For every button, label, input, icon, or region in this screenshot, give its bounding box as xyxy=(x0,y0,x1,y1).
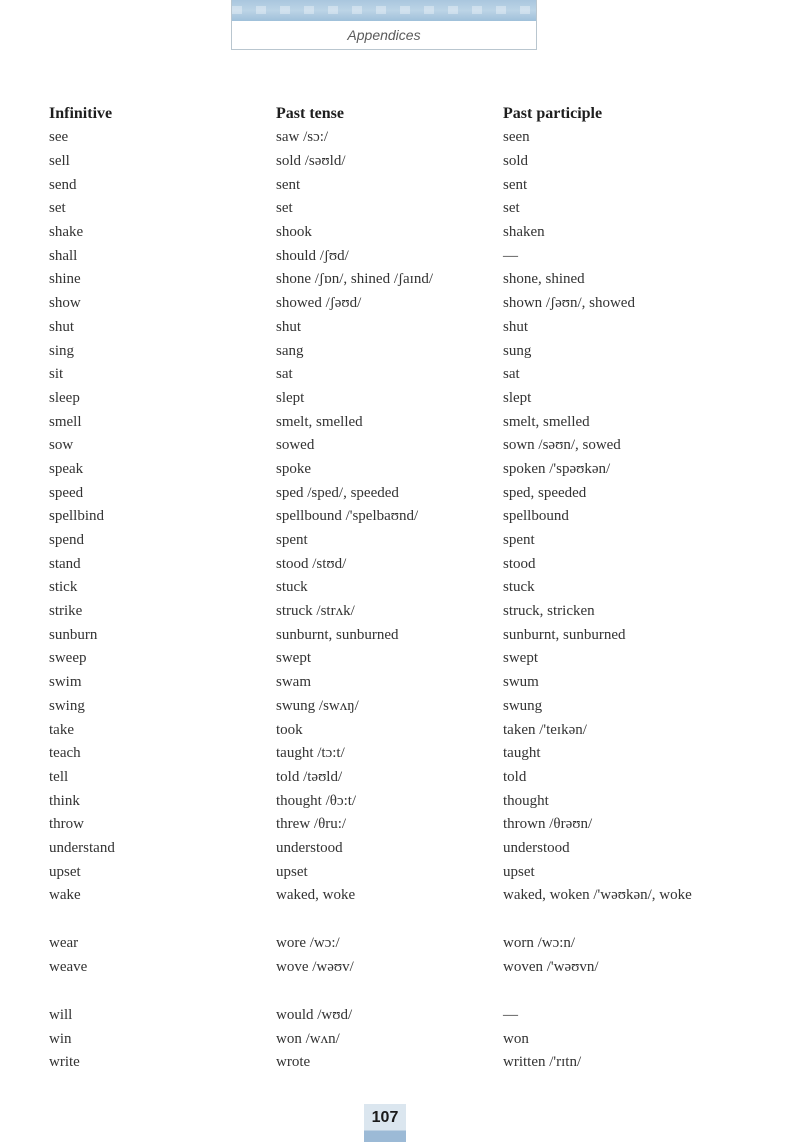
cell-past-participle: smelt, smelled xyxy=(503,413,590,430)
cell-infinitive: see xyxy=(49,129,69,146)
cell-past-participle: worn /wɔ:n/ xyxy=(503,935,576,952)
cell-past-participle: swum xyxy=(503,674,539,691)
cell-past-tense: stuck xyxy=(276,579,308,596)
cell-past-participle: sown /səʊn/, sowed xyxy=(503,437,621,454)
cell-past-tense: smelt, smelled xyxy=(276,413,363,430)
cell-infinitive: win xyxy=(49,1030,72,1047)
cell-past-participle: shown /ʃəʊn/, showed xyxy=(503,295,635,312)
cell-past-tense: sat xyxy=(276,366,293,383)
table-row xyxy=(49,837,749,861)
cell-past-tense: waked, woke xyxy=(276,887,356,903)
cell-past-tense: wrote xyxy=(276,1054,311,1071)
cell-infinitive: take xyxy=(49,721,74,738)
table-row xyxy=(49,434,749,458)
cell-past-tense: understood xyxy=(276,839,343,856)
cell-infinitive: smell xyxy=(49,413,82,430)
table-row xyxy=(49,244,749,268)
cell-infinitive: shall xyxy=(49,247,78,264)
cell-past-participle: sent xyxy=(503,176,528,193)
table-row xyxy=(49,766,749,790)
page-number: 107 xyxy=(364,1104,406,1142)
table-row xyxy=(49,576,749,600)
cell-infinitive: wake xyxy=(49,887,81,903)
cell-infinitive: shut xyxy=(49,318,75,335)
table-row xyxy=(49,552,749,576)
cell-infinitive: sunburn xyxy=(49,626,98,643)
cell-past-tense: spellbound /'spelbaʊnd/ xyxy=(276,508,419,525)
table-header-row xyxy=(49,101,749,126)
cell-past-participle: told xyxy=(503,768,527,785)
cell-past-participle: seen xyxy=(503,129,530,146)
cell-past-tense: took xyxy=(276,721,303,738)
cell-infinitive: speed xyxy=(49,484,84,501)
cell-past-tense: threw /θru:/ xyxy=(276,816,347,833)
cell-past-tense: sent xyxy=(276,176,301,193)
cell-infinitive: sleep xyxy=(49,389,80,406)
column-header-infinitive: Infinitive xyxy=(49,104,113,122)
cell-past-tense: shone /ʃɒn/, shined /ʃaɪnd/ xyxy=(276,271,433,288)
cell-infinitive: throw xyxy=(49,816,84,833)
cell-past-participle: woven /'wəʊvn/ xyxy=(503,958,599,975)
cell-infinitive: think xyxy=(49,792,80,809)
cell-past-tense: spent xyxy=(276,532,308,549)
cell-past-participle: — xyxy=(503,247,518,264)
cell-infinitive: sweep xyxy=(49,650,87,667)
column-header-past-participle: Past participle xyxy=(503,104,603,122)
table-row xyxy=(49,647,749,671)
cell-past-tense: spoke xyxy=(276,460,311,477)
table-row xyxy=(49,387,749,411)
cell-past-tense: slept xyxy=(276,389,305,406)
table-row xyxy=(49,956,749,1004)
cell-past-tense: swung /swʌŋ/ xyxy=(276,697,359,714)
cell-infinitive: strike xyxy=(49,603,83,620)
cell-past-participle: set xyxy=(503,200,520,217)
cell-past-tense: should /ʃʊd/ xyxy=(276,247,349,264)
table-row xyxy=(49,884,749,932)
cell-past-tense: saw /sɔ:/ xyxy=(276,129,329,146)
cell-past-tense: sunburnt, sunburned xyxy=(276,626,399,643)
table-row xyxy=(49,789,749,813)
cell-past-participle: shut xyxy=(503,318,529,335)
cell-past-tense: sold /səʊld/ xyxy=(276,153,346,170)
table-row xyxy=(49,932,749,956)
cell-past-tense: would /wʊd/ xyxy=(276,1007,353,1024)
cell-past-participle: sunburnt, sunburned xyxy=(503,626,626,643)
section-title: Appendices xyxy=(347,27,421,43)
irregular-verbs-table xyxy=(49,101,749,1075)
section-header-tab xyxy=(231,0,537,50)
cell-past-tense: won /wʌn/ xyxy=(276,1030,340,1047)
cell-infinitive: set xyxy=(49,200,66,217)
cell-infinitive: will xyxy=(49,1007,73,1024)
cell-past-participle: spoken /'spəʊkən/ xyxy=(503,460,611,477)
cell-infinitive: sell xyxy=(49,153,70,170)
table-row xyxy=(49,173,749,197)
cell-past-participle: waked, woken /'wəʊkən/, woke xyxy=(503,887,692,903)
table-row xyxy=(49,623,749,647)
cell-past-participle: shone, shined xyxy=(503,271,585,288)
cell-past-tense: shook xyxy=(276,224,312,241)
cell-past-tense: sowed xyxy=(276,437,315,454)
cell-past-tense: taught /tɔ:t/ xyxy=(276,745,345,762)
cell-past-tense: stood /stʊd/ xyxy=(276,555,347,572)
table-row xyxy=(49,742,749,766)
table-row xyxy=(49,1027,749,1051)
table-row xyxy=(49,458,749,482)
cell-past-participle: swept xyxy=(503,650,538,667)
table-row xyxy=(49,126,749,150)
cell-past-participle: sped, speeded xyxy=(503,484,587,501)
cell-past-tense: showed /ʃəʊd/ xyxy=(276,295,362,312)
cell-past-tense: set xyxy=(276,200,293,217)
table-row xyxy=(49,695,749,719)
cell-past-tense: swam xyxy=(276,674,311,691)
cell-infinitive: swim xyxy=(49,674,82,691)
table-row xyxy=(49,292,749,316)
cell-past-tense: struck /strʌk/ xyxy=(276,603,355,620)
table-row xyxy=(49,718,749,742)
cell-infinitive: sit xyxy=(49,366,64,383)
cell-past-participle: — xyxy=(503,1007,518,1024)
cell-infinitive: wear xyxy=(49,935,79,952)
table-row xyxy=(49,410,749,434)
cell-infinitive: write xyxy=(49,1054,80,1071)
cell-past-participle: taught xyxy=(503,745,541,762)
cell-past-tense: upset xyxy=(276,863,308,880)
cell-infinitive: sow xyxy=(49,437,74,454)
table-row xyxy=(49,221,749,245)
cell-infinitive: speak xyxy=(49,460,84,477)
cell-past-participle: thought xyxy=(503,792,549,809)
table-body xyxy=(49,126,749,1075)
cell-past-participle: won xyxy=(503,1030,529,1047)
cell-past-tense: shut xyxy=(276,318,302,335)
table-row xyxy=(49,505,749,529)
cell-infinitive: show xyxy=(49,295,81,312)
table-row xyxy=(49,481,749,505)
cell-past-participle: spellbound xyxy=(503,508,569,525)
table-row xyxy=(49,1004,749,1028)
cell-past-tense: sped /sped/, speeded xyxy=(276,484,399,501)
cell-past-participle: sung xyxy=(503,342,532,359)
table-row xyxy=(49,363,749,387)
cell-past-participle: slept xyxy=(503,389,532,406)
cell-infinitive: teach xyxy=(49,745,81,762)
cell-infinitive: shine xyxy=(49,271,81,288)
column-header-past-tense: Past tense xyxy=(276,104,344,122)
cell-infinitive: sing xyxy=(49,342,75,359)
cell-past-participle: understood xyxy=(503,839,570,856)
cell-infinitive: tell xyxy=(49,768,69,785)
cell-past-participle: upset xyxy=(503,863,535,880)
cell-infinitive: stick xyxy=(49,579,78,596)
cell-past-tense: thought /θɔ:t/ xyxy=(276,792,357,809)
header-decorative-band xyxy=(232,0,536,21)
cell-past-participle: stood xyxy=(503,555,536,572)
cell-past-participle: shaken xyxy=(503,224,545,241)
cell-past-participle: taken /'teɪkən/ xyxy=(503,721,587,738)
table-row xyxy=(49,529,749,553)
table-row xyxy=(49,339,749,363)
table-row xyxy=(49,600,749,624)
cell-infinitive: understand xyxy=(49,839,115,856)
cell-past-tense: wove /wəʊv/ xyxy=(276,958,354,975)
cell-infinitive: weave xyxy=(49,958,88,975)
table-row xyxy=(49,671,749,695)
cell-past-tense: wore /wɔ:/ xyxy=(276,935,340,952)
table-row xyxy=(49,316,749,340)
cell-past-participle: sat xyxy=(503,366,520,383)
cell-past-tense: told /təʊld/ xyxy=(276,768,343,785)
cell-past-participle: struck, stricken xyxy=(503,603,595,620)
cell-past-tense: sang xyxy=(276,342,304,359)
cell-infinitive: upset xyxy=(49,863,81,880)
cell-past-participle: spent xyxy=(503,532,535,549)
cell-infinitive: shake xyxy=(49,224,84,241)
cell-past-participle: stuck xyxy=(503,579,535,596)
cell-infinitive: spellbind xyxy=(49,508,104,525)
table-row xyxy=(49,813,749,837)
cell-past-participle: thrown /θrəʊn/ xyxy=(503,816,593,833)
table-row xyxy=(49,860,749,884)
cell-infinitive: send xyxy=(49,176,77,193)
cell-infinitive: spend xyxy=(49,532,84,549)
table-row xyxy=(49,268,749,292)
cell-infinitive: stand xyxy=(49,555,81,572)
cell-past-participle: swung xyxy=(503,697,543,714)
table-row xyxy=(49,1051,749,1075)
cell-past-participle: sold xyxy=(503,153,529,170)
cell-past-participle: written /'rɪtn/ xyxy=(503,1054,582,1071)
cell-infinitive: swing xyxy=(49,697,85,714)
cell-past-tense: swept xyxy=(276,650,311,667)
table-row xyxy=(49,197,749,221)
table-row xyxy=(49,150,749,174)
